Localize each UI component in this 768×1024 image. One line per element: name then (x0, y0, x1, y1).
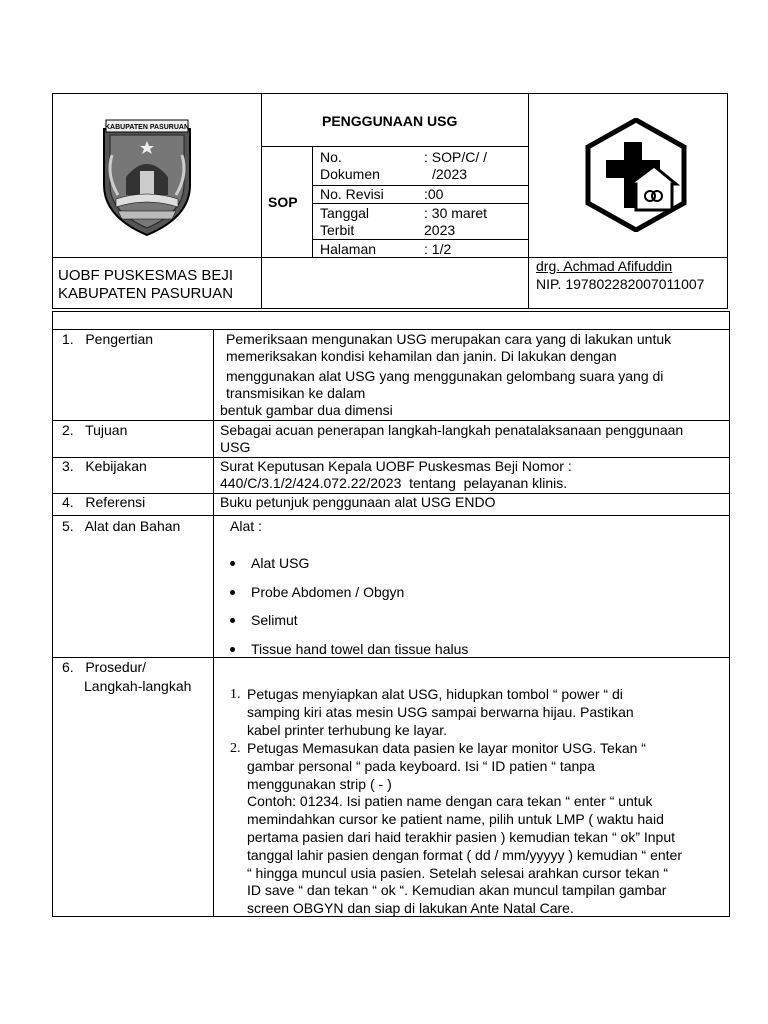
section-text-line: Pemeriksaan mengunakan USG merupakan cara yang di lakukan untuk (226, 331, 672, 347)
document-title: PENGGUNAAN USG (322, 113, 458, 129)
header-divider (312, 146, 313, 257)
signer-name: drg. Achmad Afifuddin (536, 258, 673, 274)
section-label: Langkah-langkah (84, 678, 192, 694)
list-item: Alat USG (251, 555, 310, 571)
section-label: 3. Kebijakan (62, 458, 147, 474)
step-text-line: Contoh: 01234. Isi patien name dengan cara tekan “ enter “ untuk (247, 793, 653, 809)
bullet-icon (230, 618, 235, 623)
meta-value: : 1/2 (424, 241, 452, 257)
body-divider (213, 329, 214, 917)
step-text-line: “ hingga muncul usia pasien. Setelah selesai arahkan cursor tekan “ (247, 865, 669, 881)
step-number: 1. (230, 687, 241, 702)
sop-label: SOP (268, 194, 298, 210)
meta-label: No. (320, 149, 342, 165)
kabupaten-crest-logo (96, 115, 198, 239)
bullet-icon (230, 647, 235, 652)
organization-region: KABUPATEN PASURUAN (58, 285, 234, 302)
body-divider (52, 515, 730, 516)
list-item: Probe Abdomen / Obgyn (251, 584, 405, 600)
section-text-line: menggunakan alat USG yang menggunakan gelombang suara yang di (226, 368, 664, 384)
section-text-line: Buku petunjuk penggunaan alat USG ENDO (220, 494, 496, 510)
header-divider (261, 146, 528, 147)
crest-banner-text: KABUPATEN PASURUAN (105, 124, 189, 131)
meta-value: 2023 (424, 222, 456, 238)
step-text-line: tanggal lahir pasien dengan format ( dd / mm/yyyyy ) kemudian “ enter (247, 847, 682, 863)
step-text-line: ID save “ dan tekan “ ok “. Kemudian akan muncul tampilan gambar (247, 882, 667, 898)
header-divider (528, 93, 529, 309)
step-number: 2. (230, 741, 241, 756)
meta-label: Tanggal (320, 205, 370, 221)
organization-name: UOBF PUSKESMAS BEJI (58, 267, 234, 284)
header-divider (261, 93, 262, 309)
step-text-line: Petugas Memasukan data pasien ke layar monitor USG. Tekan “ (247, 740, 646, 756)
body-divider (52, 420, 730, 421)
section-text-line: bentuk gambar dua dimensi (220, 402, 393, 418)
puskesmas-logo (584, 118, 688, 232)
step-text-line: samping kiri atas mesin USG sampai berwarna hijau. Pastikan (247, 704, 634, 720)
section-text-line: 440/C/3.1/2/424.072.22/2023 tentang pelayanan klinis. (220, 475, 568, 491)
step-text-line: gambar personal “ pada keyboard. Isi “ ID patien “ tanpa (247, 758, 595, 774)
step-text-line: screen OBGYN dan siap di lakukan Ante Natal Care. (247, 900, 574, 916)
meta-label: Dokumen (320, 166, 380, 182)
section-label: 6. Prosedur/ (62, 659, 147, 675)
section-text-line: Sebagai acuan penerapan langkah-langkah penatalaksanaan penggunaan (220, 422, 684, 438)
section-label: 1. Pengertian (62, 331, 154, 347)
meta-value: : 30 maret (424, 205, 488, 221)
step-text-line: menggunakan strip ( - ) (247, 776, 392, 792)
section-label: 2. Tujuan (62, 422, 128, 438)
section-text-line: transmisikan ke dalam (226, 385, 366, 401)
step-text-line: kabel printer terhubung ke layar. (247, 722, 448, 738)
list-item: Selimut (251, 612, 298, 628)
section-label: 5. Alat dan Bahan (62, 518, 181, 534)
alat-heading: Alat : (230, 518, 262, 534)
list-item: Tissue hand towel dan tissue halus (251, 641, 469, 657)
header-divider (312, 239, 528, 240)
bullet-icon (230, 561, 235, 566)
section-label: 4. Referensi (62, 494, 146, 510)
bullet-icon (230, 590, 235, 595)
meta-value: : SOP/C/ / (424, 149, 488, 165)
body-divider (52, 329, 730, 330)
step-text-line: Petugas menyiapkan alat USG, hidupkan tombol “ power “ di (247, 686, 623, 702)
meta-label: Halaman (320, 241, 377, 257)
section-text-line: USG (220, 439, 251, 455)
step-text-line: memindahkan cursor ke patient name, pilih untuk LMP ( waktu haid (247, 811, 664, 827)
meta-value: /2023 (432, 166, 468, 182)
section-text-line: memeriksakan kondisi kehamilan dan janin. Di lakukan dengan (226, 348, 617, 364)
meta-label: Terbit (320, 222, 355, 238)
header-divider (312, 203, 528, 204)
signer-nip: NIP. 197802282007011007 (536, 276, 705, 292)
step-text-line: pertama pasien dari haid terakhir pasien ) kemudian tekan “ ok” Input (247, 829, 676, 845)
section-text-line: Surat Keputusan Kepala UOBF Puskesmas Beji Nomor : (220, 458, 572, 474)
meta-value: :00 (424, 186, 444, 202)
meta-label: No. Revisi (320, 186, 384, 202)
